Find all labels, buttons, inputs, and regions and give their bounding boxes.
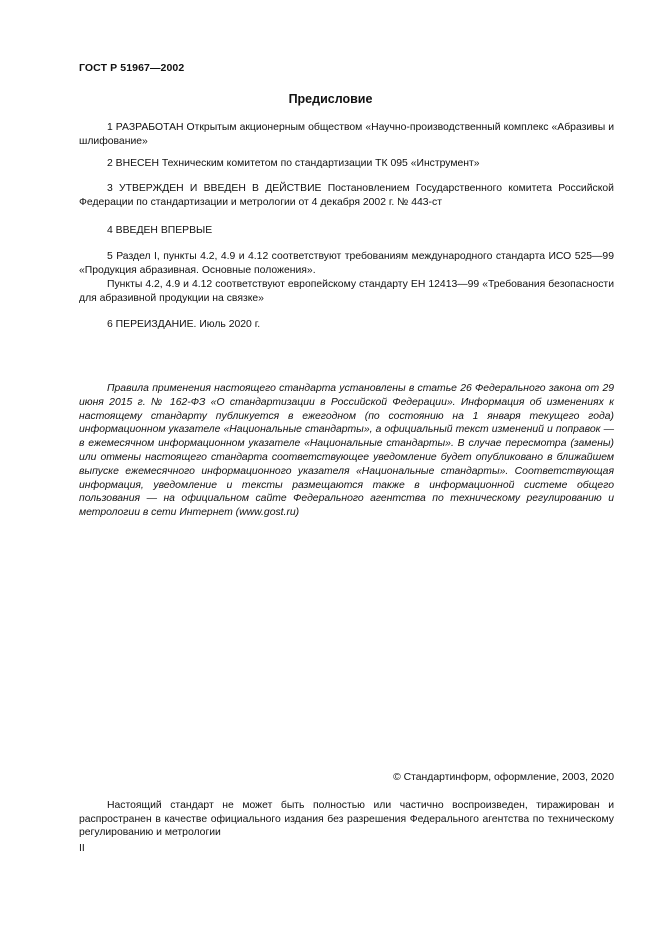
reproduction-notice	[79, 799, 614, 840]
reproduction-notice-text: Настоящий стандарт не может быть полностью или частично воспроизведен, тиражирован и распространен в качестве официального издания без разрешения Федерального агентства по техническому регулированию и метрологии	[79, 800, 614, 839]
foreword-item-2-text: 2 ВНЕСЕН Техническим комитетом по стандартизации ТК 095 «Инструмент»	[107, 158, 480, 169]
application-rules-text: Правила применения настоящего стандарта установлены в статье 26 Федерального закона от 29 июня 2015 г. № 162-ФЗ «О стандартизации в Российской Федерации». Информация об изменениях к настоящему стандарту публикуется в ежегодном (по состоянию на 1 января текущего года) информационном указателе «Национальные стандарты», а официальный текст изменений и поправок — в ежемесячном информационном указателе «Национальные стандарты». В случае пересмотра (замены) или отмены настоящего стандарта соответствующее уведомление будет опубликовано в ближайшем выпуске ежемесячного информационного указателя «Национальные стандарты». Соответствующая информация, уведомление и тексты размещаются также в информационной системе общего пользования — на официальном сайте Федерального агентства по техническому регулированию и метрологии в сети Интернет (www.gost.ru)	[79, 383, 614, 519]
foreword-item-4	[79, 224, 614, 238]
section-title: Предисловие	[288, 92, 373, 106]
foreword-item-3-text: 3 УТВЕРЖДЕН И ВВЕДЕН В ДЕЙСТВИЕ Постановлением Государственного комитета Российской Федерации по стандартизации и метрологии от 4 декабря 2002 г. № 443-ст	[79, 183, 614, 208]
application-rules-paragraph	[79, 382, 614, 520]
copyright-line: © Стандартинформ, оформление, 2003, 2020	[393, 772, 614, 783]
document-code-header: ГОСТ Р 51967—2002	[79, 62, 185, 74]
foreword-item-5b-text: Пункты 4.2, 4.9 и 4.12 соответствуют европейскому стандарту ЕН 12413—99 «Требования безопасности для абразивной продукции на связке»	[79, 279, 614, 304]
foreword-item-5	[79, 250, 614, 277]
foreword-item-4-text: 4 ВВЕДЕН ВПЕРВЫЕ	[107, 225, 213, 236]
foreword-item-3	[79, 182, 614, 209]
foreword-item-1-text: 1 РАЗРАБОТАН Открытым акционерным обществом «Научно-производственный комплекс «Абразивы и шлифование»	[79, 122, 614, 147]
foreword-item-5-text: 5 Раздел I, пункты 4.2, 4.9 и 4.12 соответствуют требованиям международного стандарта ИСО 525—99 «Продукция абразивная. Основные положения».	[79, 251, 614, 276]
foreword-item-6-text: 6 ПЕРЕИЗДАНИЕ. Июль 2020 г.	[107, 319, 261, 330]
page-number: II	[79, 843, 85, 854]
foreword-item-1	[79, 121, 614, 148]
foreword-item-2	[79, 157, 614, 171]
foreword-item-5-continuation	[79, 278, 614, 305]
foreword-item-6	[79, 318, 614, 332]
